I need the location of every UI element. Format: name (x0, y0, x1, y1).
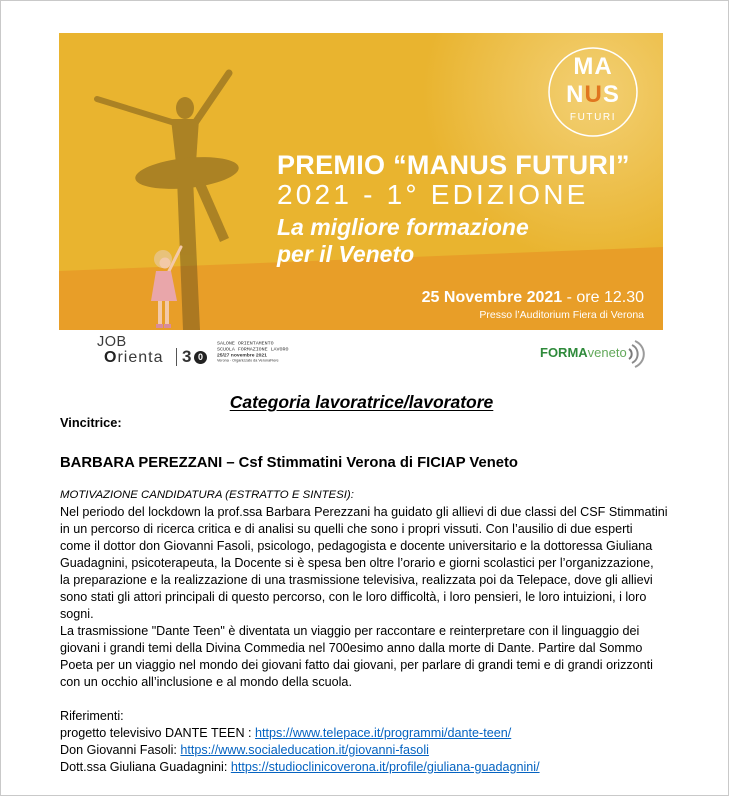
banner-time: - ore 12.30 (562, 289, 644, 306)
salone-orientamento-logo (217, 341, 288, 363)
winner-name: BARBARA PEREZZANI – Csf Stimmatini Verona di FICIAP Veneto (60, 455, 518, 471)
paragraph-line: la preparazione e la realizzazione di una trasmissione televisiva, realizzata poi da Telepace, dove gli allievi (60, 573, 653, 587)
reference-item (60, 759, 668, 776)
paragraph-line: La trasmissione "Dante Teen" è diventata un viaggio per raccontare e reinterpretare con il linguaggio dei (60, 624, 640, 638)
salone-line-4: Verona · Organizzato da VeronaFiere (217, 358, 279, 363)
paragraph-1 (60, 504, 668, 623)
logo-line-bottom: FUTURI (569, 112, 617, 123)
salone-line-1: SALONE ORIENTAMENTO (217, 341, 274, 347)
references-label: Riferimenti: (60, 709, 124, 723)
paragraph-line: con un occhio all’inclusione e al mondo della scuola. (60, 675, 352, 689)
forma-veneto-logo (540, 345, 627, 360)
salone-line-3: 25/27 novembre 2021 (217, 352, 267, 358)
logo-letter-s: S (602, 81, 620, 108)
logo-line-top: MA (573, 53, 613, 80)
anniversary-digit: 3 (182, 347, 192, 366)
paragraph-line: Guadagnini, psicoterapeuta, la Docente si è spesa ben oltre l’orario e giorni scolastici per l’organizzazione, (60, 556, 654, 570)
reference-link-telepace[interactable]: https://www.telepace.it/programmi/dante-teen/ (255, 726, 512, 740)
motivation-heading: MOTIVAZIONE CANDIDATURA (ESTRATTO E SINTESI): (60, 489, 354, 501)
banner-title: PREMIO “MANUS FUTURI” (277, 150, 630, 180)
paragraph-line: Nel periodo del lockdown la prof.ssa Barbara Perezzani ha guidato gli allievi di due classi del CSF Stimmatini (60, 505, 668, 519)
banner-venue: Presso l’Auditorium Fiera di Verona (479, 309, 644, 321)
paragraph-2 (60, 623, 668, 691)
paragraph-line: sogni. (60, 607, 94, 621)
salone-line-2: SCUOLA FORMAZIONE LAVORO (217, 346, 289, 353)
banner-date-time (422, 290, 644, 306)
reference-label: progetto televisivo DANTE TEEN : (60, 726, 256, 740)
winner-label: Vincitrice: (60, 415, 122, 430)
paragraph-line: Poeta per un viaggio nel mondo dei giovani fatto dai giovani, per parlare di grandi temi e di grandi orizzonti (60, 658, 653, 672)
blank-line (60, 691, 668, 708)
paragraph-line: sono stati gli attori principali di questo percorso, con le loro difficoltà, i loro pensieri, le loro intuizioni, i loro (60, 590, 647, 604)
category-heading: Categoria lavoratrice/lavoratore (229, 392, 494, 412)
signal-arcs-icon (626, 338, 646, 370)
job-orienta-logo-bottom: Orienta (104, 349, 164, 366)
reference-item (60, 725, 668, 742)
reference-item (60, 742, 668, 759)
forma-veneto-light: veneto (587, 345, 627, 360)
reference-label: Dott.ssa Giuliana Guadagnini: (60, 760, 231, 774)
logo-letter-n: N (566, 81, 585, 108)
logo-line-middle (548, 83, 638, 107)
banner-tagline-line-2: per il Veneto (277, 241, 415, 267)
logo-separator (176, 348, 177, 366)
references (60, 708, 668, 776)
banner-edition: 2021 - 1° EDIZIONE (277, 179, 589, 210)
reference-label: Don Giovanni Fasoli: (60, 743, 181, 757)
event-banner (59, 33, 663, 330)
banner-date: 25 Novembre 2021 (421, 289, 563, 306)
paragraph-line: in un percorso di ricerca critica e di analisi su quelli che sono i propri vissuti. Con l’ausilio di due esperti (60, 522, 633, 536)
reference-link-studioclinico[interactable]: https://studioclinicoverona.it/profile/giuliana-guadagnini/ (230, 760, 540, 774)
paragraph-line: giovani i grandi temi della Divina Commedia nel 700esimo anno dalla morte di Dante. Partire dal Sommo (60, 641, 643, 655)
paragraph-line: come il dottor don Giovanni Fasoli, psicologo, pedagogista e docente universitario e la dottoressa Giuliana (60, 539, 653, 553)
job-orienta-logo-top: JOB (97, 334, 127, 350)
reference-link-socialeducation[interactable]: https://www.socialeducation.it/giovanni-fasoli (180, 743, 429, 757)
forma-veneto-strong: FORMA (540, 345, 588, 360)
motivation-section (60, 487, 668, 776)
manus-futuri-logo (548, 33, 638, 143)
banner-tagline-line-1: La migliore formazione (277, 214, 529, 240)
anniversary-zero-badge: 0 (194, 351, 207, 364)
flame-icon: U (584, 81, 603, 108)
